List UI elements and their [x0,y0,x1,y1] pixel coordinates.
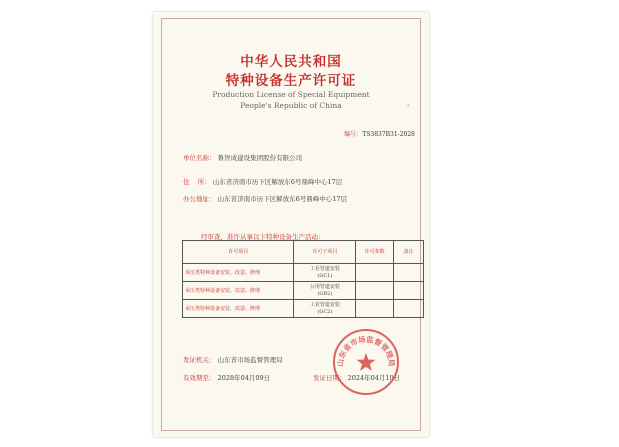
issue-date-label: 发证日期： [313,374,346,382]
table-row [183,282,424,300]
office-label: 办公地址： [183,195,216,203]
table-row [183,264,424,282]
title-license: 特种设备生产许可证 [225,73,357,89]
header-param: 许可参数 [356,241,394,264]
cell-note [394,282,424,300]
valid-value: 2028年04月09日 [217,374,271,382]
certificate-number-value: TS3837B31-2028 [362,131,415,138]
header-subproject: 许可子项目 [294,241,356,264]
title-english-1: Production License of Special Equipment [212,90,370,99]
cell-project: 承压类特种设备安装、改造、修理 [183,300,294,318]
cell-param [356,282,394,300]
subproject-name: 工业管道安装 [309,301,340,308]
issuer-label: 发证机关： [183,356,216,364]
title-country: 中华人民共和国 [240,54,342,70]
small-mark: + [406,103,411,109]
office-value: 山东省济南市历下区解放东6号鼎峰中心17层 [217,195,347,203]
subproject-code: (GB2) [317,290,333,297]
issuer-value: 山东省市场监督管理局 [217,356,283,364]
subproject-code: (GC1) [317,272,333,279]
unit-label: 单位名称： [183,154,216,162]
cell-subproject [294,264,356,282]
address-label: 住 所： [183,178,211,186]
cell-project: 承压类特种设备安装、改造、修理 [183,264,294,282]
seal-star-icon [357,353,376,371]
valid-row [183,373,270,382]
certificate-number [344,129,415,138]
issue-date-value: 2024年04月10日 [347,374,401,382]
subproject-name: 工业管道安装 [309,265,340,272]
title-english-2: People's Republic of China [240,101,342,110]
cell-note [394,300,424,318]
unit-value: 鲁智成建设集团股份有限公司 [217,154,303,162]
unit-row [183,153,302,162]
header-note: 备注 [394,241,424,264]
table-row [183,300,424,318]
subproject-code: (GC2) [317,308,333,315]
subproject-name: 公用管道安装 [309,283,340,290]
seal-text: 山东省市场监督管理局 [335,334,397,367]
table-header-row [183,241,424,264]
official-seal-stamp [331,327,401,397]
permit-intro: 经审查，准许从事以下特种设备生产活动： [201,233,325,241]
cell-note [394,264,424,282]
certificate-page [153,12,429,437]
header-project: 许可项目 [183,241,294,264]
cell-subproject [294,300,356,318]
cell-param [356,300,394,318]
office-row [183,194,347,203]
address-value: 山东省济南市历下区解放东6号鼎峰中心17层 [212,178,343,186]
address-row [183,177,342,186]
certificate-number-label: 编号： [344,131,363,138]
permit-table [182,240,424,318]
valid-label: 有效期至： [183,374,216,382]
cell-subproject [294,282,356,300]
issuer-row [183,355,283,364]
cell-param [356,264,394,282]
cell-project: 承压类特种设备安装、改造、修理 [183,282,294,300]
